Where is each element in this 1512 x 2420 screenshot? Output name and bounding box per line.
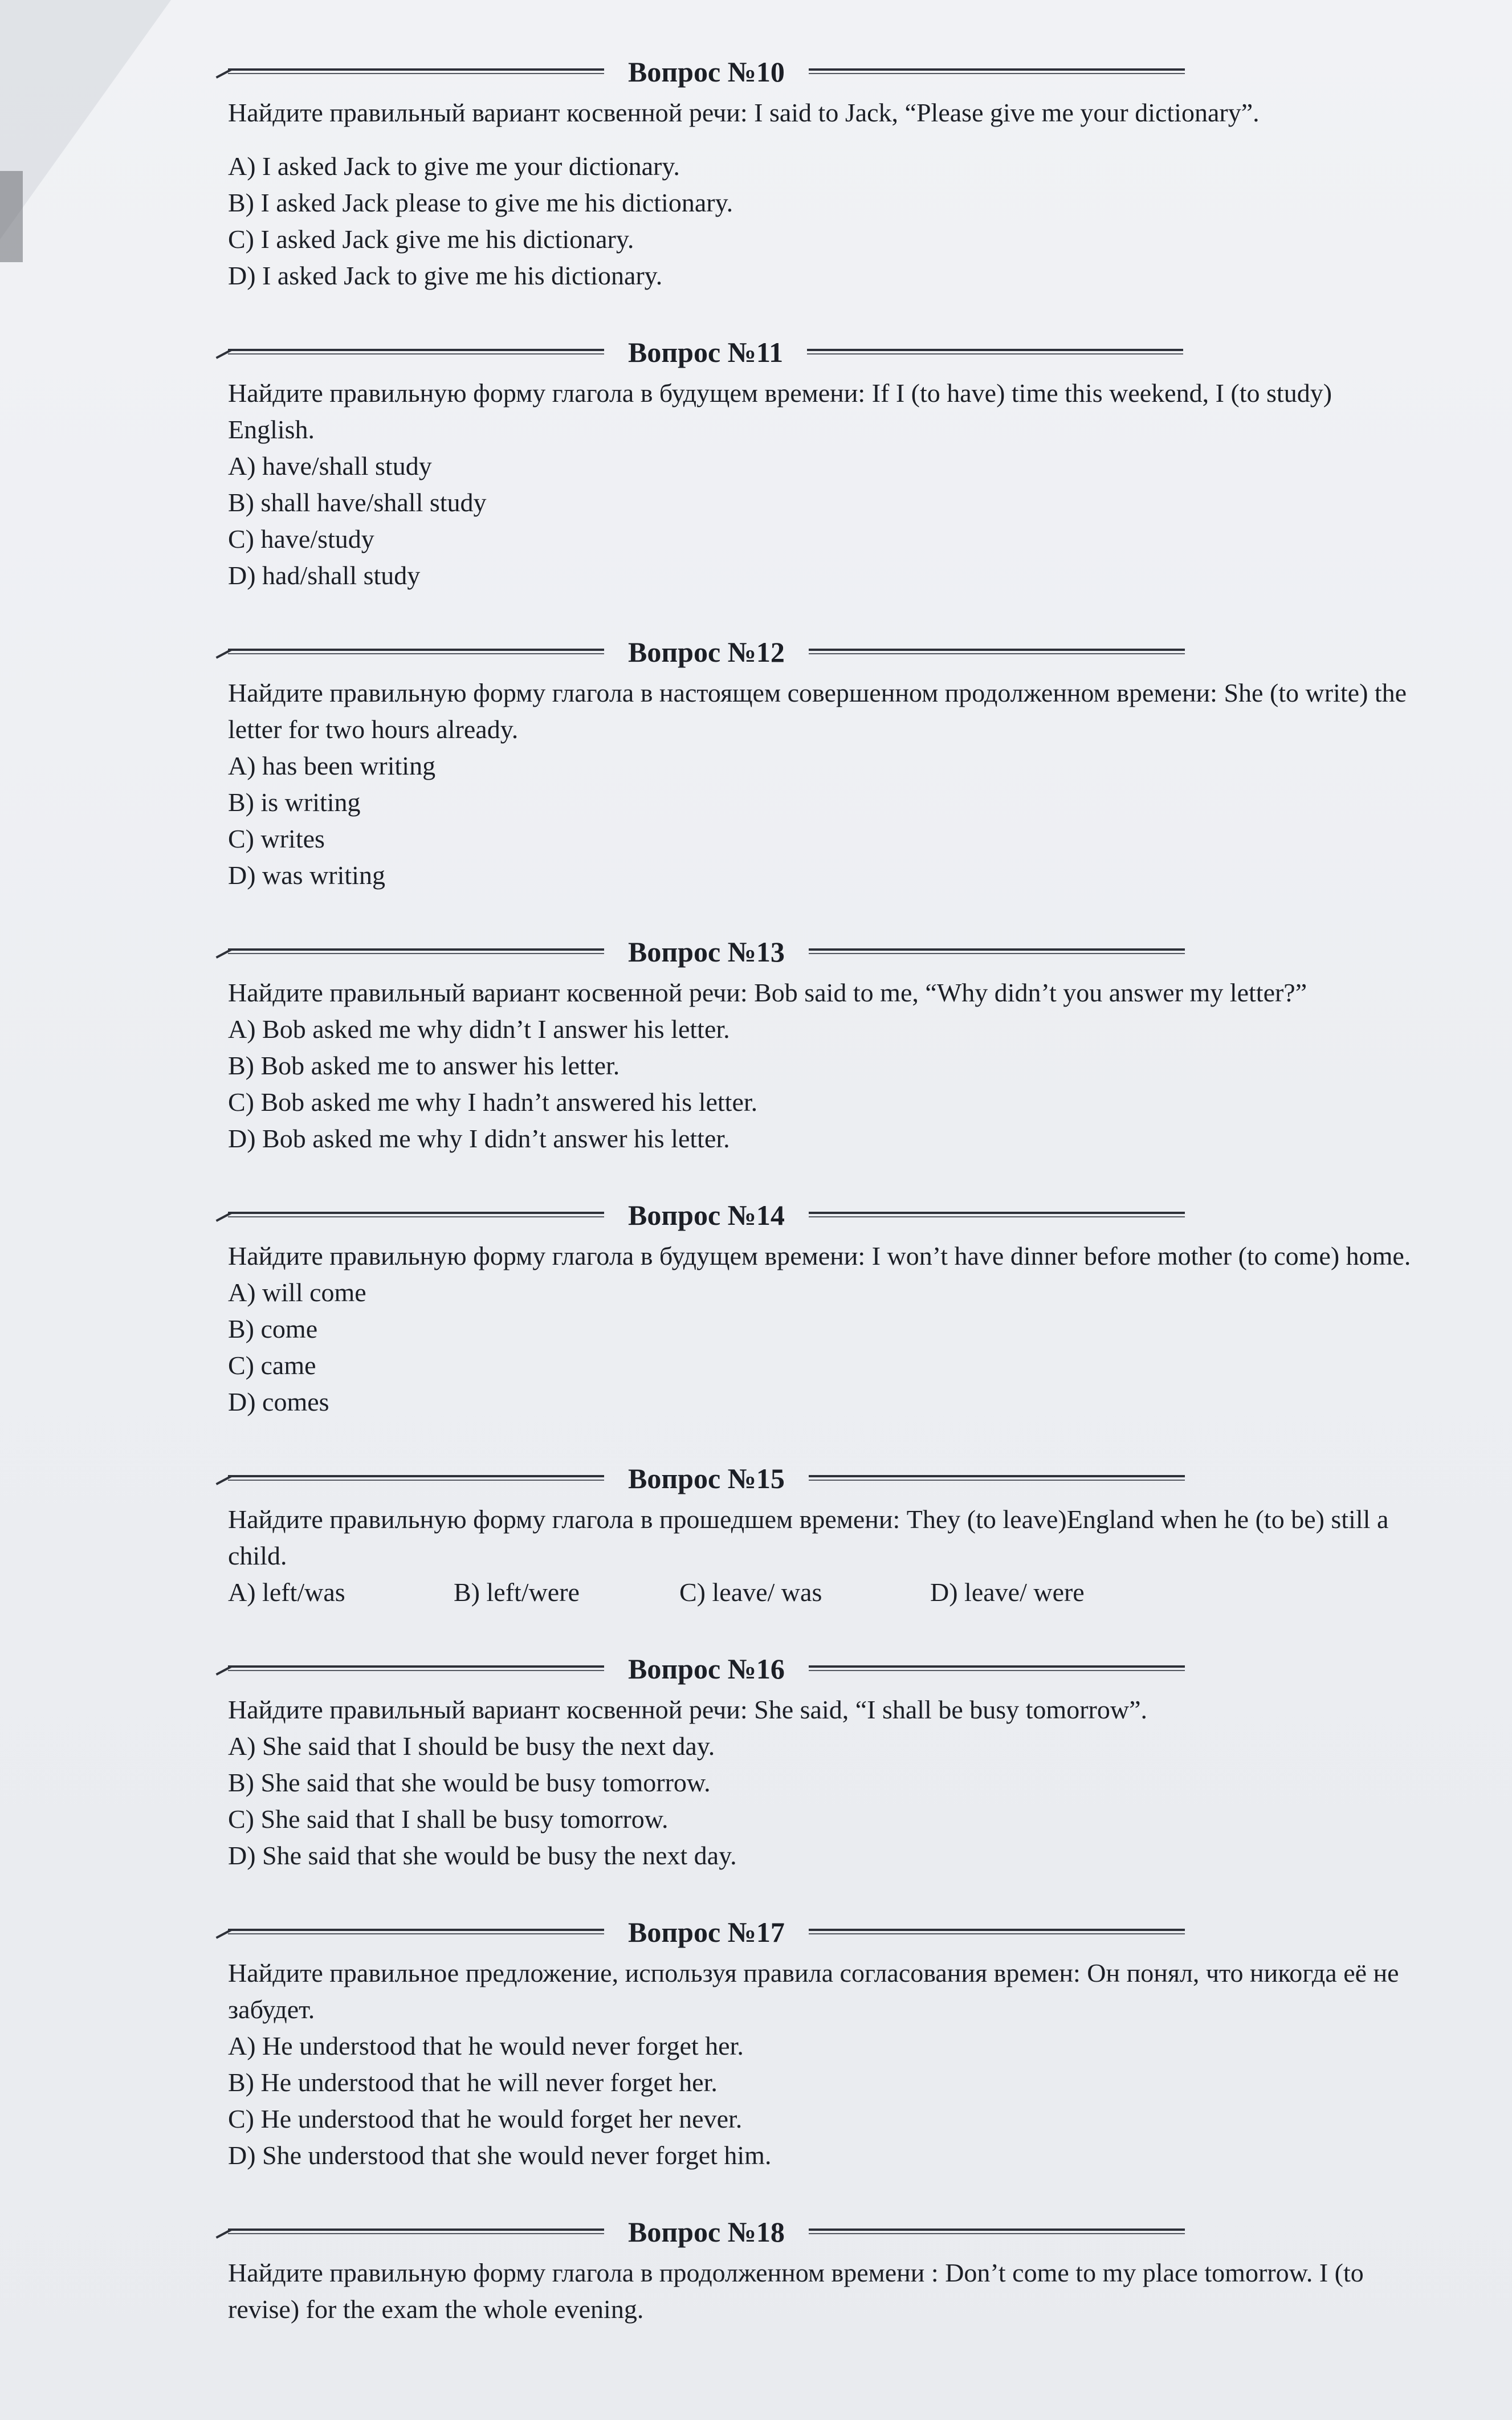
question-10 <box>228 51 1419 294</box>
decorative-rule-left <box>228 1664 604 1673</box>
folded-corner <box>0 0 171 239</box>
option-b: B) He understood that he will never forget her. <box>228 2068 718 2097</box>
decorative-rule-left <box>228 1211 604 1220</box>
option-a: A) I asked Jack to give me your dictionary. <box>228 152 680 181</box>
question-17 <box>228 1912 1419 2174</box>
option-b: B) shall have/shall study <box>228 488 487 517</box>
question-header <box>228 1912 1419 1953</box>
decorative-rule-right <box>809 1474 1185 1483</box>
option-a: A) He understood that he would never forget her. <box>228 2031 744 2060</box>
option-b: B) come <box>228 1314 318 1343</box>
questions-list <box>228 51 1419 2365</box>
decorative-rule-right <box>809 1211 1185 1220</box>
question-11 <box>228 332 1419 594</box>
decorative-rule-right <box>807 348 1183 357</box>
question-16 <box>228 1648 1419 1874</box>
decorative-rule-right <box>809 947 1185 956</box>
decorative-rule-left <box>228 1928 604 1937</box>
question-text: Найдите правильную форму глагола в прошедшем времени: They (to leave)England when he (to be) still a child. <box>228 1505 1389 1570</box>
question-title: Вопрос №11 <box>628 336 784 368</box>
option-a: A) has been writing <box>228 751 436 780</box>
corner-shadow <box>0 171 23 262</box>
option-d: D) Bob asked me why I didn’t answer his letter. <box>228 1124 730 1153</box>
option-a: A) left/was <box>228 1578 345 1607</box>
option-a: A) will come <box>228 1278 366 1307</box>
option-d: D) had/shall study <box>228 561 421 590</box>
question-15 <box>228 1458 1419 1611</box>
decorative-rule-right <box>809 1928 1185 1937</box>
question-title: Вопрос №15 <box>628 1462 785 1494</box>
option-c: C) came <box>228 1351 316 1380</box>
question-header <box>228 1195 1419 1236</box>
option-c: C) writes <box>228 824 325 853</box>
option-b: B) left/were <box>454 1578 580 1607</box>
question-text: Найдите правильный вариант косвенной речи: Bob said to me, “Why didn’t you answer my letter?” <box>228 978 1307 1007</box>
question-text: Найдите правильную форму глагола в будущем времени: I won’t have dinner before mother (to come) home. <box>228 1241 1411 1270</box>
question-text: Найдите правильную форму глагола в настоящем совершенном продолженном времени: She (to write) the letter for two hours already. <box>228 678 1407 744</box>
question-header <box>228 332 1419 373</box>
question-18 <box>228 2211 1419 2328</box>
question-12 <box>228 632 1419 894</box>
option-c: C) She said that I shall be busy tomorrow. <box>228 1804 669 1834</box>
question-header <box>228 51 1419 92</box>
option-d: D) was writing <box>228 861 385 890</box>
decorative-rule-left <box>228 348 604 357</box>
question-title: Вопрос №13 <box>628 936 785 968</box>
question-text: Найдите правильный вариант косвенной речи: I said to Jack, “Please give me your dictionary”. <box>228 98 1260 127</box>
question-text: Найдите правильную форму глагола в будущем времени: If I (to have) time this weekend, I (to study) English. <box>228 378 1332 444</box>
option-c: C) Bob asked me why I hadn’t answered his letter. <box>228 1087 758 1117</box>
option-b: B) I asked Jack please to give me his dictionary. <box>228 188 733 217</box>
options-row <box>228 1574 1419 1611</box>
question-text: Найдите правильное предложение, используя правила согласования времен: Он понял, что никогда её не забудет. <box>228 1958 1399 2024</box>
decorative-rule-right <box>809 1664 1185 1673</box>
question-header <box>228 2211 1419 2252</box>
decorative-rule-left <box>228 647 604 657</box>
decorative-rule-left <box>228 67 604 76</box>
option-d: D) She understood that she would never forget him. <box>228 2141 772 2170</box>
option-a: A) She said that I should be busy the next day. <box>228 1732 715 1761</box>
option-a: A) have/shall study <box>228 451 432 480</box>
decorative-rule-right <box>809 647 1185 657</box>
question-13 <box>228 931 1419 1157</box>
question-text: Найдите правильную форму глагола в продолженном времени : Don’t come to my place tomorrow. I (to revise) for the exam the whole evening. <box>228 2258 1364 2324</box>
question-header <box>228 1458 1419 1499</box>
option-d: D) I asked Jack to give me his dictionary. <box>228 261 663 290</box>
decorative-rule-left <box>228 1474 604 1483</box>
option-c: C) He understood that he would forget her never. <box>228 2104 743 2133</box>
option-c: C) I asked Jack give me his dictionary. <box>228 225 634 254</box>
question-header <box>228 632 1419 673</box>
question-header <box>228 931 1419 972</box>
option-d: D) leave/ were <box>930 1578 1085 1607</box>
decorative-rule-right <box>809 2227 1185 2236</box>
option-b: B) She said that she would be busy tomorrow. <box>228 1768 711 1797</box>
question-title: Вопрос №17 <box>628 1916 785 1948</box>
question-title: Вопрос №10 <box>628 56 785 88</box>
question-14 <box>228 1195 1419 1420</box>
option-d: D) She said that she would be busy the next day. <box>228 1841 737 1870</box>
question-header <box>228 1648 1419 1689</box>
decorative-rule-left <box>228 2227 604 2236</box>
option-c: C) leave/ was <box>679 1578 822 1607</box>
option-b: B) Bob asked me to answer his letter. <box>228 1051 620 1080</box>
option-b: B) is writing <box>228 788 361 817</box>
question-title: Вопрос №16 <box>628 1653 785 1685</box>
question-text: Найдите правильный вариант косвенной речи: She said, “I shall be busy tomorrow”. <box>228 1695 1147 1724</box>
option-a: A) Bob asked me why didn’t I answer his letter. <box>228 1015 730 1044</box>
question-title: Вопрос №18 <box>628 2216 785 2248</box>
question-title: Вопрос №14 <box>628 1199 785 1231</box>
decorative-rule-right <box>809 67 1185 76</box>
decorative-rule-left <box>228 947 604 956</box>
option-c: C) have/study <box>228 524 374 553</box>
question-title: Вопрос №12 <box>628 636 785 668</box>
option-d: D) comes <box>228 1387 329 1416</box>
